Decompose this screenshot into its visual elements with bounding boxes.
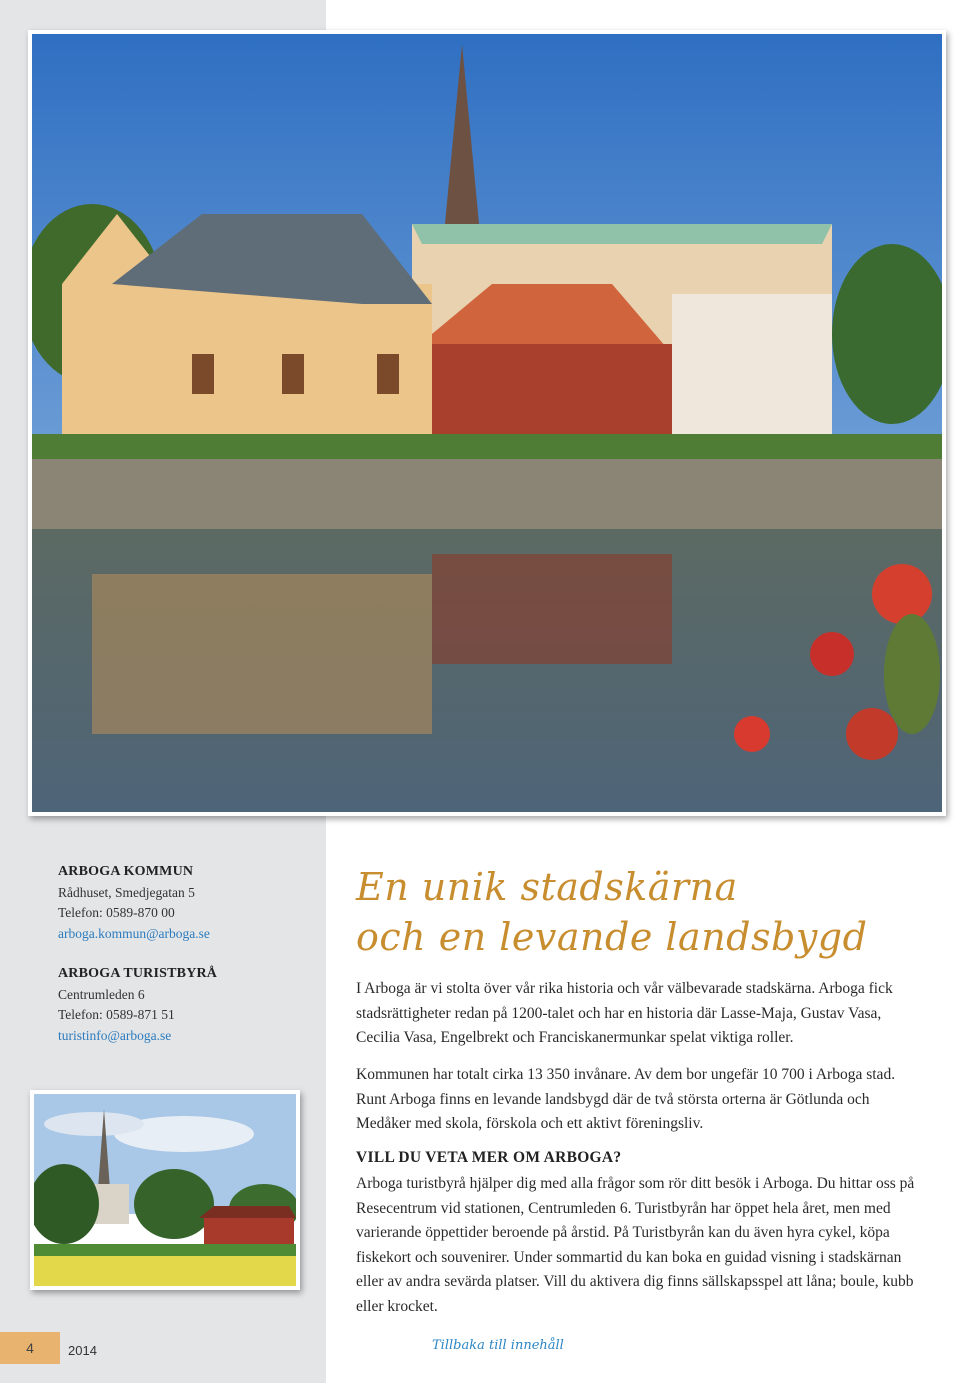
small-photo (30, 1090, 300, 1290)
small-photo-illustration (34, 1094, 296, 1286)
tourist-info-paragraph: Arboga turistbyrå hjälper dig med alla frågor som rör ditt besök i Arboga. Du hittar oss på Resecentrum vid stationen, Centrumleden 6. Turistbyrån har öppet hela året, men med varierande öppettider beroende på årstid. På Turistbyrån kan du även hyra cykel, köpa fiskekort och souvenirer. Under sommartid du kan boka en guidad visning i stadskärnan eller av andra sevärda platser. Vill du aktivera dig finns sällskapsspel att låna; boule, kubb eller krocket. (356, 1175, 915, 1315)
page-number: 4 (0, 1332, 60, 1364)
contact-org-name: ARBOGA KOMMUN (58, 864, 194, 879)
intro-paragraph: I Arboga är vi stolta över vår rika historia och vår välbevarade stadskärna. Arboga fick stadsrättigheter redan på 1200-talet och har en historia där Lasse-Maja, Gustav Vasa, Cecilia Vasa, Engelbrekt och Franciskanermunkar spelat viktiga roller. (356, 980, 893, 1046)
contact-email-link[interactable]: arboga.kommun@arboga.se (58, 925, 210, 941)
contact-phone: Telefon: 0589-870 00 (58, 905, 175, 920)
page-title (356, 862, 936, 962)
contact-email-link[interactable]: turistinfo@arboga.se (58, 1027, 172, 1043)
contact-arboga-kommun (58, 862, 210, 944)
title-line-1: En unik stadskärna (356, 865, 738, 909)
back-to-contents-link[interactable]: Tillbaka till innehåll (432, 1338, 564, 1353)
contact-address: Centrumleden 6 (58, 986, 145, 1002)
main-photo-illustration (32, 34, 942, 812)
contact-phone: Telefon: 0589-871 51 (58, 1007, 175, 1022)
contact-arboga-turistbyra (58, 964, 217, 1046)
contact-org-name: ARBOGA TURISTBYRÅ (58, 966, 218, 981)
contact-address: Rådhuset, Smedjegatan 5 (58, 884, 195, 900)
title-line-2: och en levande landsbygd (356, 915, 868, 959)
main-photo (28, 30, 946, 816)
section-heading: VILL DU VETA MER OM ARBOGA? (356, 1149, 622, 1166)
footer-year: 2014 (68, 1343, 97, 1358)
population-paragraph: Kommunen har totalt cirka 13 350 invånare. Av dem bor ungefär 10 700 i Arboga stad. Runt Arboga finns en levande landsbygd där de två största orterna är Götlunda och Medåker med skola, förskola och ett aktivt föreningsliv. (356, 1066, 896, 1132)
